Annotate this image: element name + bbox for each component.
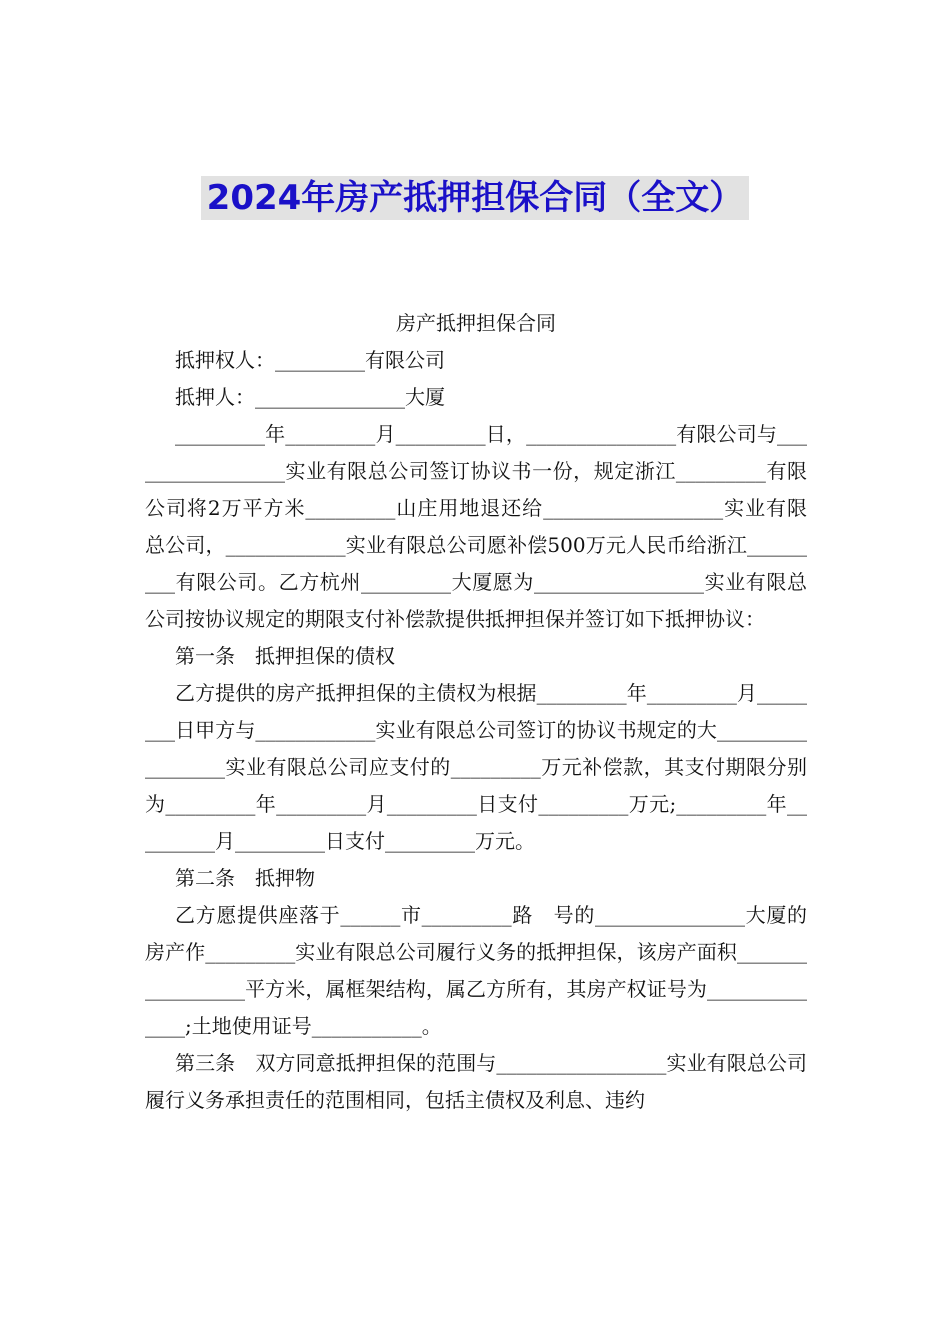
contract-heading: 房产抵押担保合同 xyxy=(396,311,556,335)
clause-3-body: 第三条 双方同意抵押担保的范围与_________________实业有限总公司履行义务承担责任的范围相同，包括主债权及利息、违约 xyxy=(145,1051,807,1112)
clause-1-heading: 第一条 抵押担保的债权 xyxy=(175,644,395,668)
page-title: 2024年房产抵押担保合同（全文） xyxy=(201,176,750,220)
paragraph-mortgagor: 抵押人：_______________大厦 xyxy=(175,385,445,409)
clause-1-body: 乙方提供的房产抵押担保的主债权为根据_________年_________月________日甲方与____________实业有限总公司签订的协议书规定的大_________________实业有限总公司应支付的_________万元补偿款，其支付期限分别为_________年_________月_________日支付_________万元;_________年_________月_________日支付_________万元。 xyxy=(145,681,807,853)
paragraph-preamble: _________年_________月_________日，_______________有限公司与_________________实业有限总公司签订协议书一份，规定浙江_________有限公司将2万平方米_________山庄用地退还给__________________实业有限总公司，____________实业有限总公司愿补偿500万元人民币给浙江_________有限公司。乙方杭州_________大厦愿为_________________实业有限总公司按协议规定的期限支付补偿款提供抵押担保并签订如下抵押协议： xyxy=(145,422,807,631)
contract-body xyxy=(145,305,807,1119)
paragraph-mortgagee: 抵押权人：_________有限公司 xyxy=(175,348,445,372)
clause-2-heading: 第二条 抵押物 xyxy=(175,866,315,890)
title-block xyxy=(0,176,950,220)
clause-2-body: 乙方愿提供座落于______市_________路 号的_______________大厦的房产作_________实业有限总公司履行义务的抵押担保，该房产面积_________________平方米，属框架结构，属乙方所有，其房产权证号为______________;土地使用证号___________。 xyxy=(145,903,807,1038)
